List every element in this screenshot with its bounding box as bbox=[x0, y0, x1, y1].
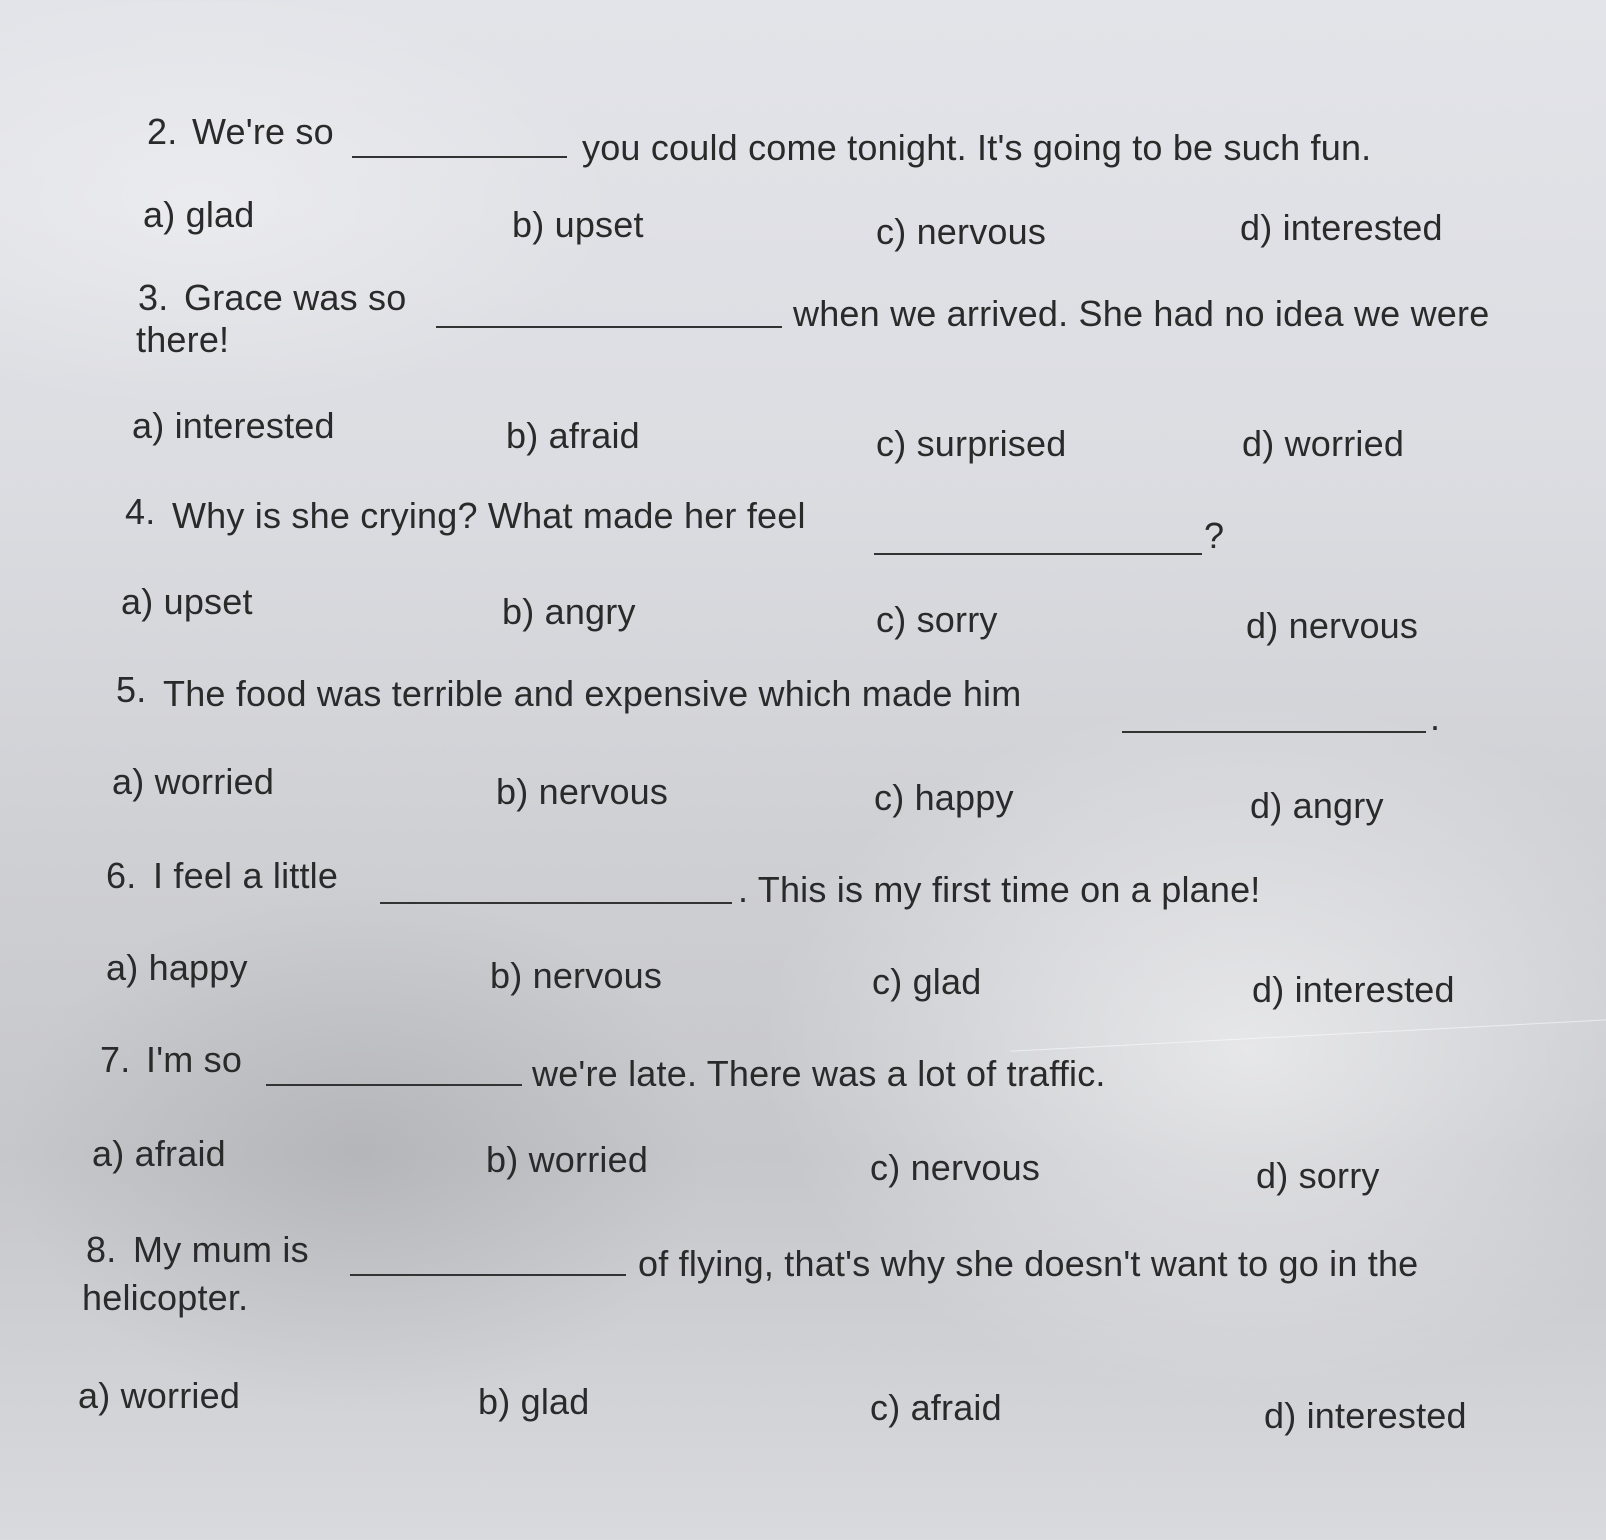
option-c: c) surprised bbox=[876, 423, 1067, 464]
question-number: 6. bbox=[106, 855, 137, 896]
answer-blank bbox=[380, 902, 732, 904]
question-lead-text: The food was terrible and expensive which made him bbox=[163, 673, 1022, 714]
question-lead-text: I feel a little bbox=[153, 855, 339, 896]
question-tail-continuation: helicopter. bbox=[82, 1277, 249, 1318]
question-number: 4. bbox=[125, 491, 156, 532]
question-tail-text: of flying, that's why she doesn't want to go in the bbox=[638, 1243, 1419, 1284]
option-d: d) sorry bbox=[1256, 1155, 1380, 1196]
option-c: c) happy bbox=[874, 777, 1014, 818]
question-tail-continuation: there! bbox=[136, 319, 230, 360]
option-b: b) nervous bbox=[496, 771, 669, 812]
option-c: c) glad bbox=[872, 961, 982, 1002]
question-lead-text: My mum is bbox=[133, 1229, 309, 1270]
question-tail-text: you could come tonight. It's going to be such fun. bbox=[582, 127, 1372, 168]
option-b: b) glad bbox=[478, 1381, 590, 1422]
option-b: b) nervous bbox=[490, 955, 663, 996]
answer-blank bbox=[352, 156, 567, 158]
question-tail-text: . This is my first time on a plane! bbox=[738, 869, 1261, 910]
option-d: d) angry bbox=[1250, 785, 1384, 826]
option-d: d) interested bbox=[1240, 207, 1443, 248]
option-a: a) happy bbox=[106, 947, 248, 988]
option-b: b) angry bbox=[502, 591, 636, 632]
answer-blank bbox=[266, 1084, 522, 1086]
question-number: 7. bbox=[100, 1039, 131, 1080]
question-tail-text: we're late. There was a lot of traffic. bbox=[532, 1053, 1106, 1094]
question-number: 3. bbox=[138, 277, 169, 318]
option-a: a) glad bbox=[143, 194, 255, 235]
option-c: c) nervous bbox=[870, 1147, 1041, 1188]
question-tail-text: . bbox=[1430, 697, 1441, 738]
question-number: 8. bbox=[86, 1229, 117, 1270]
option-c: c) sorry bbox=[876, 599, 998, 640]
option-c: c) nervous bbox=[876, 211, 1047, 252]
option-b: b) worried bbox=[486, 1139, 649, 1180]
option-a: a) upset bbox=[121, 581, 253, 622]
option-d: d) nervous bbox=[1246, 605, 1419, 646]
paper-fold-line bbox=[1010, 1019, 1606, 1051]
option-a: a) afraid bbox=[92, 1133, 226, 1174]
option-c: c) afraid bbox=[870, 1387, 1002, 1428]
question-tail-text: ? bbox=[1204, 515, 1225, 556]
option-d: d) interested bbox=[1252, 969, 1455, 1010]
question-lead-text: Grace was so bbox=[184, 277, 407, 318]
question-lead-text: I'm so bbox=[146, 1039, 243, 1080]
question-number: 2. bbox=[147, 111, 178, 152]
answer-blank bbox=[1122, 731, 1426, 733]
answer-blank bbox=[350, 1274, 626, 1276]
answer-blank bbox=[436, 326, 782, 328]
option-b: b) afraid bbox=[506, 415, 640, 456]
option-b: b) upset bbox=[512, 204, 644, 245]
question-lead-text: We're so bbox=[192, 111, 334, 152]
question-tail-text: when we arrived. She had no idea we were bbox=[793, 293, 1490, 334]
option-d: d) worried bbox=[1242, 423, 1405, 464]
question-lead-text: Why is she crying? What made her feel bbox=[172, 495, 806, 536]
option-a: a) worried bbox=[112, 761, 275, 802]
option-d: d) interested bbox=[1264, 1395, 1467, 1436]
question-number: 5. bbox=[116, 669, 147, 710]
option-a: a) worried bbox=[78, 1375, 241, 1416]
option-a: a) interested bbox=[132, 405, 335, 446]
answer-blank bbox=[874, 553, 1202, 555]
